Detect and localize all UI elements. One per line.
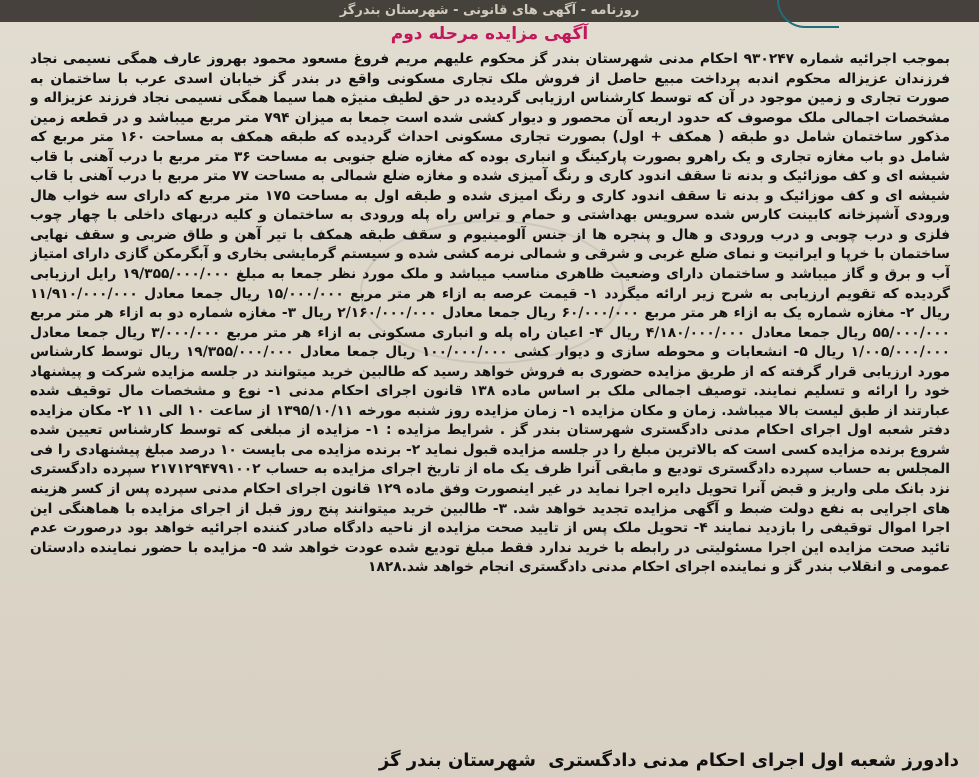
header-strip: روزنامه - آگهی های قانونی - شهرستان بندرگز xyxy=(0,0,979,22)
notice-signature xyxy=(20,750,959,771)
signature-location: شهرستان بندر گز xyxy=(378,750,536,771)
notice-title: آگهی مزایده مرحله دوم xyxy=(390,24,589,44)
signature-title: دادورز شعبه اول اجرای احکام مدنی دادگستری xyxy=(548,750,959,771)
notice-body: بموجب اجرائیه شماره ۹۳۰۲۴۷ احکام مدنی شهرستان بندر گز محکوم علیهم مریم فروغ مسعود محمود بهروز عارف همگی نسیمی نجاد فرزندان عزیزاله محکوم اندبه پرداخت مبیع حاصل از فروش ملک تجاری مسکونی واقع در بندر گز خیابان اسدی عرب با ساختمان به صورت تجاری و زمین موجود در آن که توسط کارشناس ارزیابی گردیده در حق لطیف منیژه هما سیما همگی نسیمی نجاد فرزند عزیزاله و مشخصات اجمالی ملک موصوف که حدود اربعه آن محصور و دیوار کشی شده است جمعا به میزان ۷۹۴ متر مربع میباشد و در قطعه زمین مذکور ساختمان شامل دو طبقه ( همکف + اول) بصورت تجاری مسکونی احداث گردیده که طبقه همکف به مساحت ۱۶۰ متر مربع که شامل دو باب مغازه تجاری و یک راهرو بصورت پارکینگ و انباری بوده که مغازه ضلع جنوبی به مساحت ۳۶ متر مربع با درب آهنی با قاب شیشه ای و کف موزائیک و بدنه تا سقف اندود کاری و رنگ آمیزی شده و مغازه ضلع شمالی به مساحت ۷۷ متر مربع با درب آهنی با قاب شیشه ای و کف موزائیک و بدنه تا سقف اندود کاری و رنگ امیزی شده و طبقه اول به مساحت ۱۷۵ متر مربع که دارای سه خواب هال ورودی آشپزخانه کابینت کارس شده سرویس بهداشتی و حمام و تراس راه پله ورودی به ساختمان و کلیه دربهای داخلی با چهار چوب فلزی و درب چوبی و درب ورودی و هال و پنجره ها از جنس آلومینیوم و سقف طبقه همکف با تیر آهن و طاق ضربی و سقف نهایی ساختمان با خرپا و ایرانیت و نمای ضلع غربی و شرقی و شمالی نرمه کشی شده و سیستم گرمایشی بخاری و آبگرمکن گازی دارای امتیاز آب و برق و گاز میباشد و ساختمان دارای وضعیت ظاهری مناسب میباشد و ملک مورد نظر جمعا به مبلغ ۱۹/۳۵۵/۰۰۰/۰۰۰ رایل ارزیابی گردیده که تقویم ارزیابی به شرح زیر ارائه میگردد ۱- قیمت عرصه به ازاء هر متر مربع ۱۵/۰۰۰/۰۰۰ ریال جمعا معادل ۱۱/۹۱۰/۰۰۰/۰۰۰ ریال ۲- مغازه شماره یک به ازاء هر متر مربع ۶۰/۰۰۰/۰۰۰ ریال جمعا معادل ۲/۱۶۰/۰۰۰/۰۰۰ ریال ۳- مغازه شماره دو به ازاء هر متر مربع ۵۵/۰۰۰/۰۰۰ ریال جمعا معادل ۴/۱۸۰/۰۰۰/۰۰۰ ریال ۴- اعیان راه پله و انباری مسکونی به ازاء هر متر مربع ۳/۰۰۰/۰۰۰ ریال جمعا معادل ۱/۰۰۵/۰۰۰/۰۰۰ ریال ۵- انشعابات و محوطه سازی و دیوار کشی ۱۰۰/۰۰۰/۰۰۰ ریال جمعا معادل ۱۹/۳۵۵/۰۰۰/۰۰۰ ریال توسط کارشناس مورد ارزیابی قرار گرفته که از طریق مزایده حضوری به فروش خواهد رسید که طالبین خرید میتوانند در جلسه مزایده شرکت و پیشنهاد خود را ارائه و تسلیم نمایند. توصیف اجمالی ملک بر اساس ماده ۱۳۸ قانون اجرای احکام مدنی ۱- نوع و مشخصات مال توقیف شده عبارتند از طبق لیست بالا میباشد. زمان و مکان مزایده ۱- زمان مزایده روز شنبه مورخه ۱۳۹۵/۱۰/۱۱ از ساعت ۱۰ الی ۱۱ ۲- مکان مزایده دفتر شعبه اول اجرای احکام مدنی دادگستری شهرستان بندر گز . شرایط مزایده : ۱- مزایده از مبلغی که توسط کارشناس تعیین شده شروع برنده مزایده کسی است که بالاترین مبلغ را در جلسه مزایده قبول نماید ۲- برنده مزایده می بایست ۱۰ درصد مبلغ پیشنهادی را فی المجلس به حساب سپرده دادگستری تودیع و مابقی آنرا ظرف یک ماه از تاریخ اجرای مزایده به حساب ۲۱۷۱۲۹۴۷۹۱۰۰۲ سپرده دادگستری نزد بانک ملی واریز و قبض آنرا تحویل دایره اجرا نماید در غیر اینصورت وفق ماده ۱۲۹ قانون اجرای احکام مدنی سپرده پس از کسر هزینه های اجرایی به نفع دولت ضبط و آگهی مزایده تجدید خواهد شد. ۳- طالبین خرید میتوانند پنج روز قبل از اجرای مزایده با هماهنگی این اجرا اموال توقیفی را بازدید نمایند ۴- تحویل ملک پس از تایید صحت مزایده از ناحیه دادگاه صادر کننده اجرائیه خواهد بود درصورت عدم تائید صحت مزایده این اجرا مسئولیتی در رابطه با خرید ندارد فقط مبلغ تودیع شده عودت خواهد شد ۵- مزایده با حضور نماینده دادستان عمومی و انقلاب بندر گز و نماینده اجرای احکام مدنی دادگستری انجام خواهد شد.۱۸۲۸ xyxy=(30,51,950,576)
